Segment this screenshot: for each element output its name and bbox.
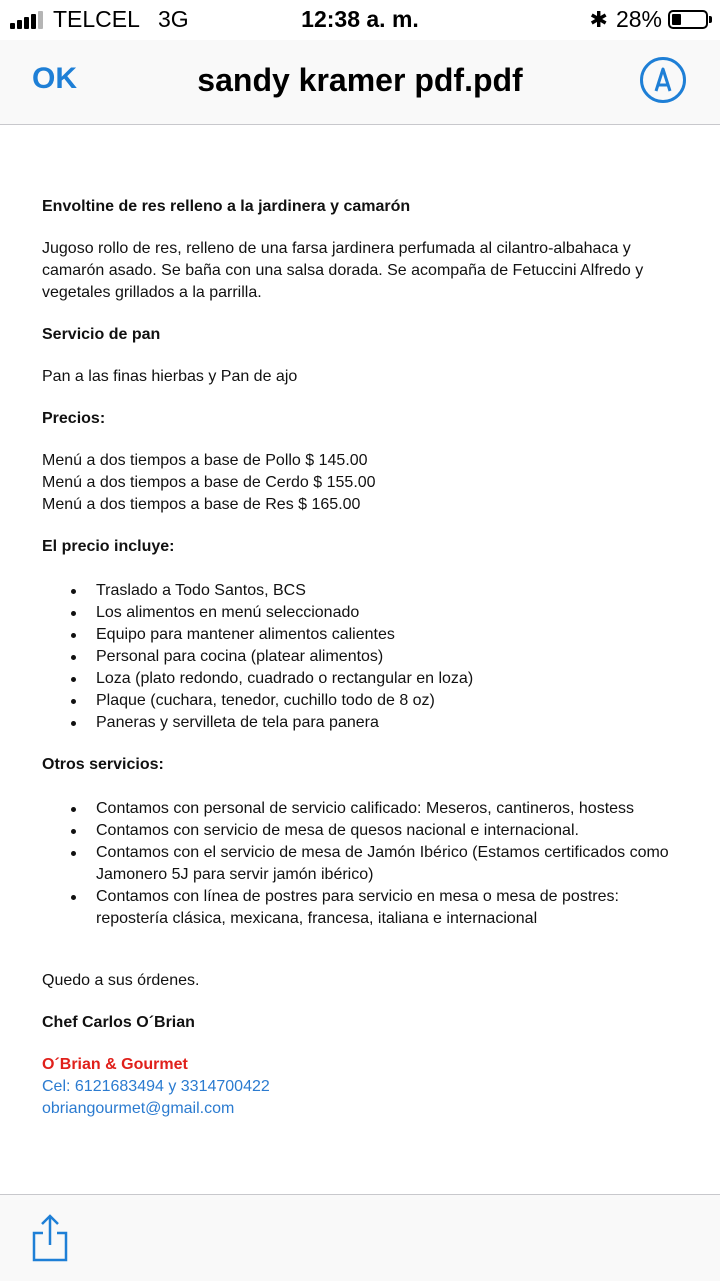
list-item: Loza (plato redondo, cuadrado o rectangular en loza) — [42, 668, 712, 690]
list-item: Los alimentos en menú seleccionado — [42, 602, 712, 624]
price-line: Menú a dos tiempos a base de Pollo $ 145.00 — [42, 452, 368, 469]
price-line: Menú a dos tiempos a base de Cerdo $ 155.00 — [42, 474, 376, 491]
list-item — [42, 886, 712, 930]
price-line: Menú a dos tiempos a base de Res $ 165.00 — [42, 496, 361, 513]
battery-percent: 28% — [615, 6, 662, 32]
list-item-text: Contamos con servicio de mesa de quesos nacional e internacional. — [96, 822, 579, 839]
dish-title: Envoltine de res relleno a la jardinera y camarón — [42, 198, 411, 215]
list-item: Paneras y servilleta de tela para panera — [42, 712, 712, 734]
share-icon[interactable] — [30, 1213, 70, 1263]
signature: Chef Carlos O´Brian — [42, 1014, 195, 1031]
list-item: Traslado a Todo Santos, BCS — [42, 580, 712, 602]
bread-service-description: Pan a las finas hierbas y Pan de ajo — [42, 368, 298, 385]
dish-description-line: vegetales grillados a la parrilla. — [42, 284, 262, 301]
pdf-document-content — [42, 196, 712, 1120]
list-item-text: Contamos con línea de postres para servicio en mesa o mesa de postres: — [96, 888, 619, 905]
includes-list — [42, 580, 712, 734]
navigation-bar — [0, 40, 720, 125]
document-title: sandy kramer pdf.pdf — [197, 62, 523, 98]
list-item — [42, 842, 712, 886]
company-name: O´Brian & Gourmet — [42, 1056, 188, 1073]
phone-numbers[interactable]: Cel: 6121683494 y 3314700422 — [42, 1078, 270, 1095]
network-type: 3G — [157, 6, 189, 32]
list-item — [42, 798, 712, 820]
list-item-text: Contamos con el servicio de mesa de Jamón Ibérico (Estamos certificados como — [96, 844, 669, 861]
dish-description-line: Jugoso rollo de res, relleno de una farsa jardinera perfumada al cilantro-albahaca y — [42, 240, 631, 257]
list-item-text: Jamonero 5J para servir jamón ibérico) — [96, 866, 374, 883]
markup-pen-icon[interactable] — [640, 57, 686, 103]
status-right — [590, 6, 708, 33]
other-services-title: Otros servicios: — [42, 756, 164, 773]
battery-icon — [668, 10, 708, 29]
includes-title: El precio incluye: — [42, 538, 175, 555]
prices-title: Precios: — [42, 410, 106, 427]
status-time: 12:38 a. m. — [301, 6, 419, 32]
carrier-name: TELCEL — [53, 6, 140, 32]
list-item: Personal para cocina (platear alimentos) — [42, 646, 712, 668]
ok-button[interactable]: OK — [32, 62, 77, 95]
dish-description-line: camarón asado. Se baña con una salsa dorada. Se acompaña de Fetuccini Alfredo y — [42, 262, 644, 279]
list-item-text: repostería clásica, mexicana, francesa, italiana e internacional — [96, 910, 538, 927]
list-item-text: Contamos con personal de servicio calificado: Meseros, cantineros, hostess — [96, 800, 635, 817]
bread-service-title: Servicio de pan — [42, 326, 161, 343]
email-link[interactable]: obriangourmet@gmail.com — [42, 1100, 235, 1117]
list-item: Plaque (cuchara, tenedor, cuchillo todo de 8 oz) — [42, 690, 712, 712]
bottom-toolbar — [0, 1194, 720, 1281]
list-item: Equipo para mantener alimentos calientes — [42, 624, 712, 646]
bluetooth-icon: ✱ — [589, 6, 608, 32]
closing-text: Quedo a sus órdenes. — [42, 972, 200, 989]
list-item — [42, 820, 712, 842]
other-services-list — [42, 798, 712, 930]
status-bar — [0, 0, 720, 40]
